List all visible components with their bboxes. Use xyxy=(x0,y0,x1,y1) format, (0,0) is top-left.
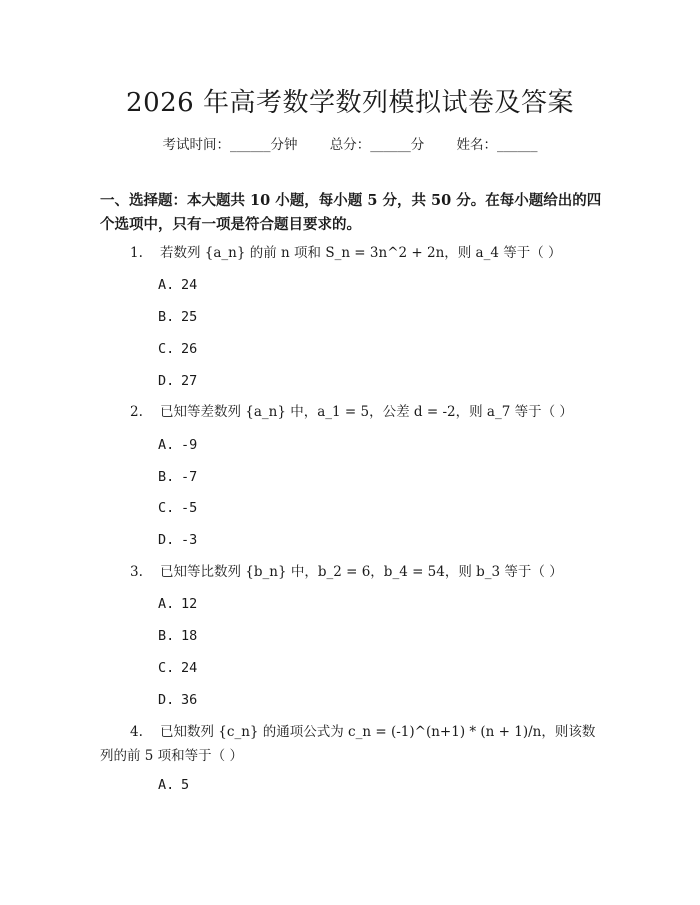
option-2c: C. -5 xyxy=(158,500,198,516)
question-3 xyxy=(130,560,605,584)
option-3d: D. 36 xyxy=(158,692,198,708)
question-number: 2. xyxy=(130,404,143,420)
question-number: 4. xyxy=(130,724,143,740)
option-4a: A. 5 xyxy=(158,777,190,793)
option-3a: A. 12 xyxy=(158,596,198,612)
exam-time-field: 考试时间：______分钟 xyxy=(162,137,298,153)
option-3c: C. 24 xyxy=(158,660,198,676)
option-1b: B. 25 xyxy=(158,309,198,325)
question-text: 已知等差数列 {a_n} 中，a_1 = 5，公差 d = -2，则 a_7 等于（ ） xyxy=(160,404,573,420)
page-title: 2026 年高考数学数列模拟试卷及答案 xyxy=(126,88,574,118)
option-1d: D. 27 xyxy=(158,373,198,389)
question-text: 已知数列 {c_n} 的通项公式为 c_n = (-1)^(n+1) * (n + 1)/n，则该数列的前 5 项和等于（ ） xyxy=(100,724,596,764)
question-1 xyxy=(130,241,605,265)
option-2a: A. -9 xyxy=(158,437,198,453)
total-score-field: 总分：______分 xyxy=(329,137,425,153)
option-2d: D. -3 xyxy=(158,532,198,548)
question-number: 3. xyxy=(130,564,143,580)
name-field: 姓名：______ xyxy=(456,137,538,153)
question-4 xyxy=(100,720,605,768)
question-text: 已知等比数列 {b_n} 中，b_2 = 6，b_4 = 54，则 b_3 等于（ ） xyxy=(160,564,563,580)
option-1a: A. 24 xyxy=(158,277,198,293)
option-2b: B. -7 xyxy=(158,469,198,485)
question-2 xyxy=(130,400,605,424)
question-text: 若数列 {a_n} 的前 n 项和 S_n = 3n^2 + 2n，则 a_4 等于（ ） xyxy=(160,245,562,261)
question-number: 1. xyxy=(130,245,143,261)
exam-info xyxy=(0,133,700,153)
section-heading: 一、选择题：本大题共 10 小题，每小题 5 分，共 50 分。在每小题给出的四个选项中，只有一项是符合题目要求的。 xyxy=(100,192,602,233)
option-1c: C. 26 xyxy=(158,341,198,357)
option-3b: B. 18 xyxy=(158,628,198,644)
